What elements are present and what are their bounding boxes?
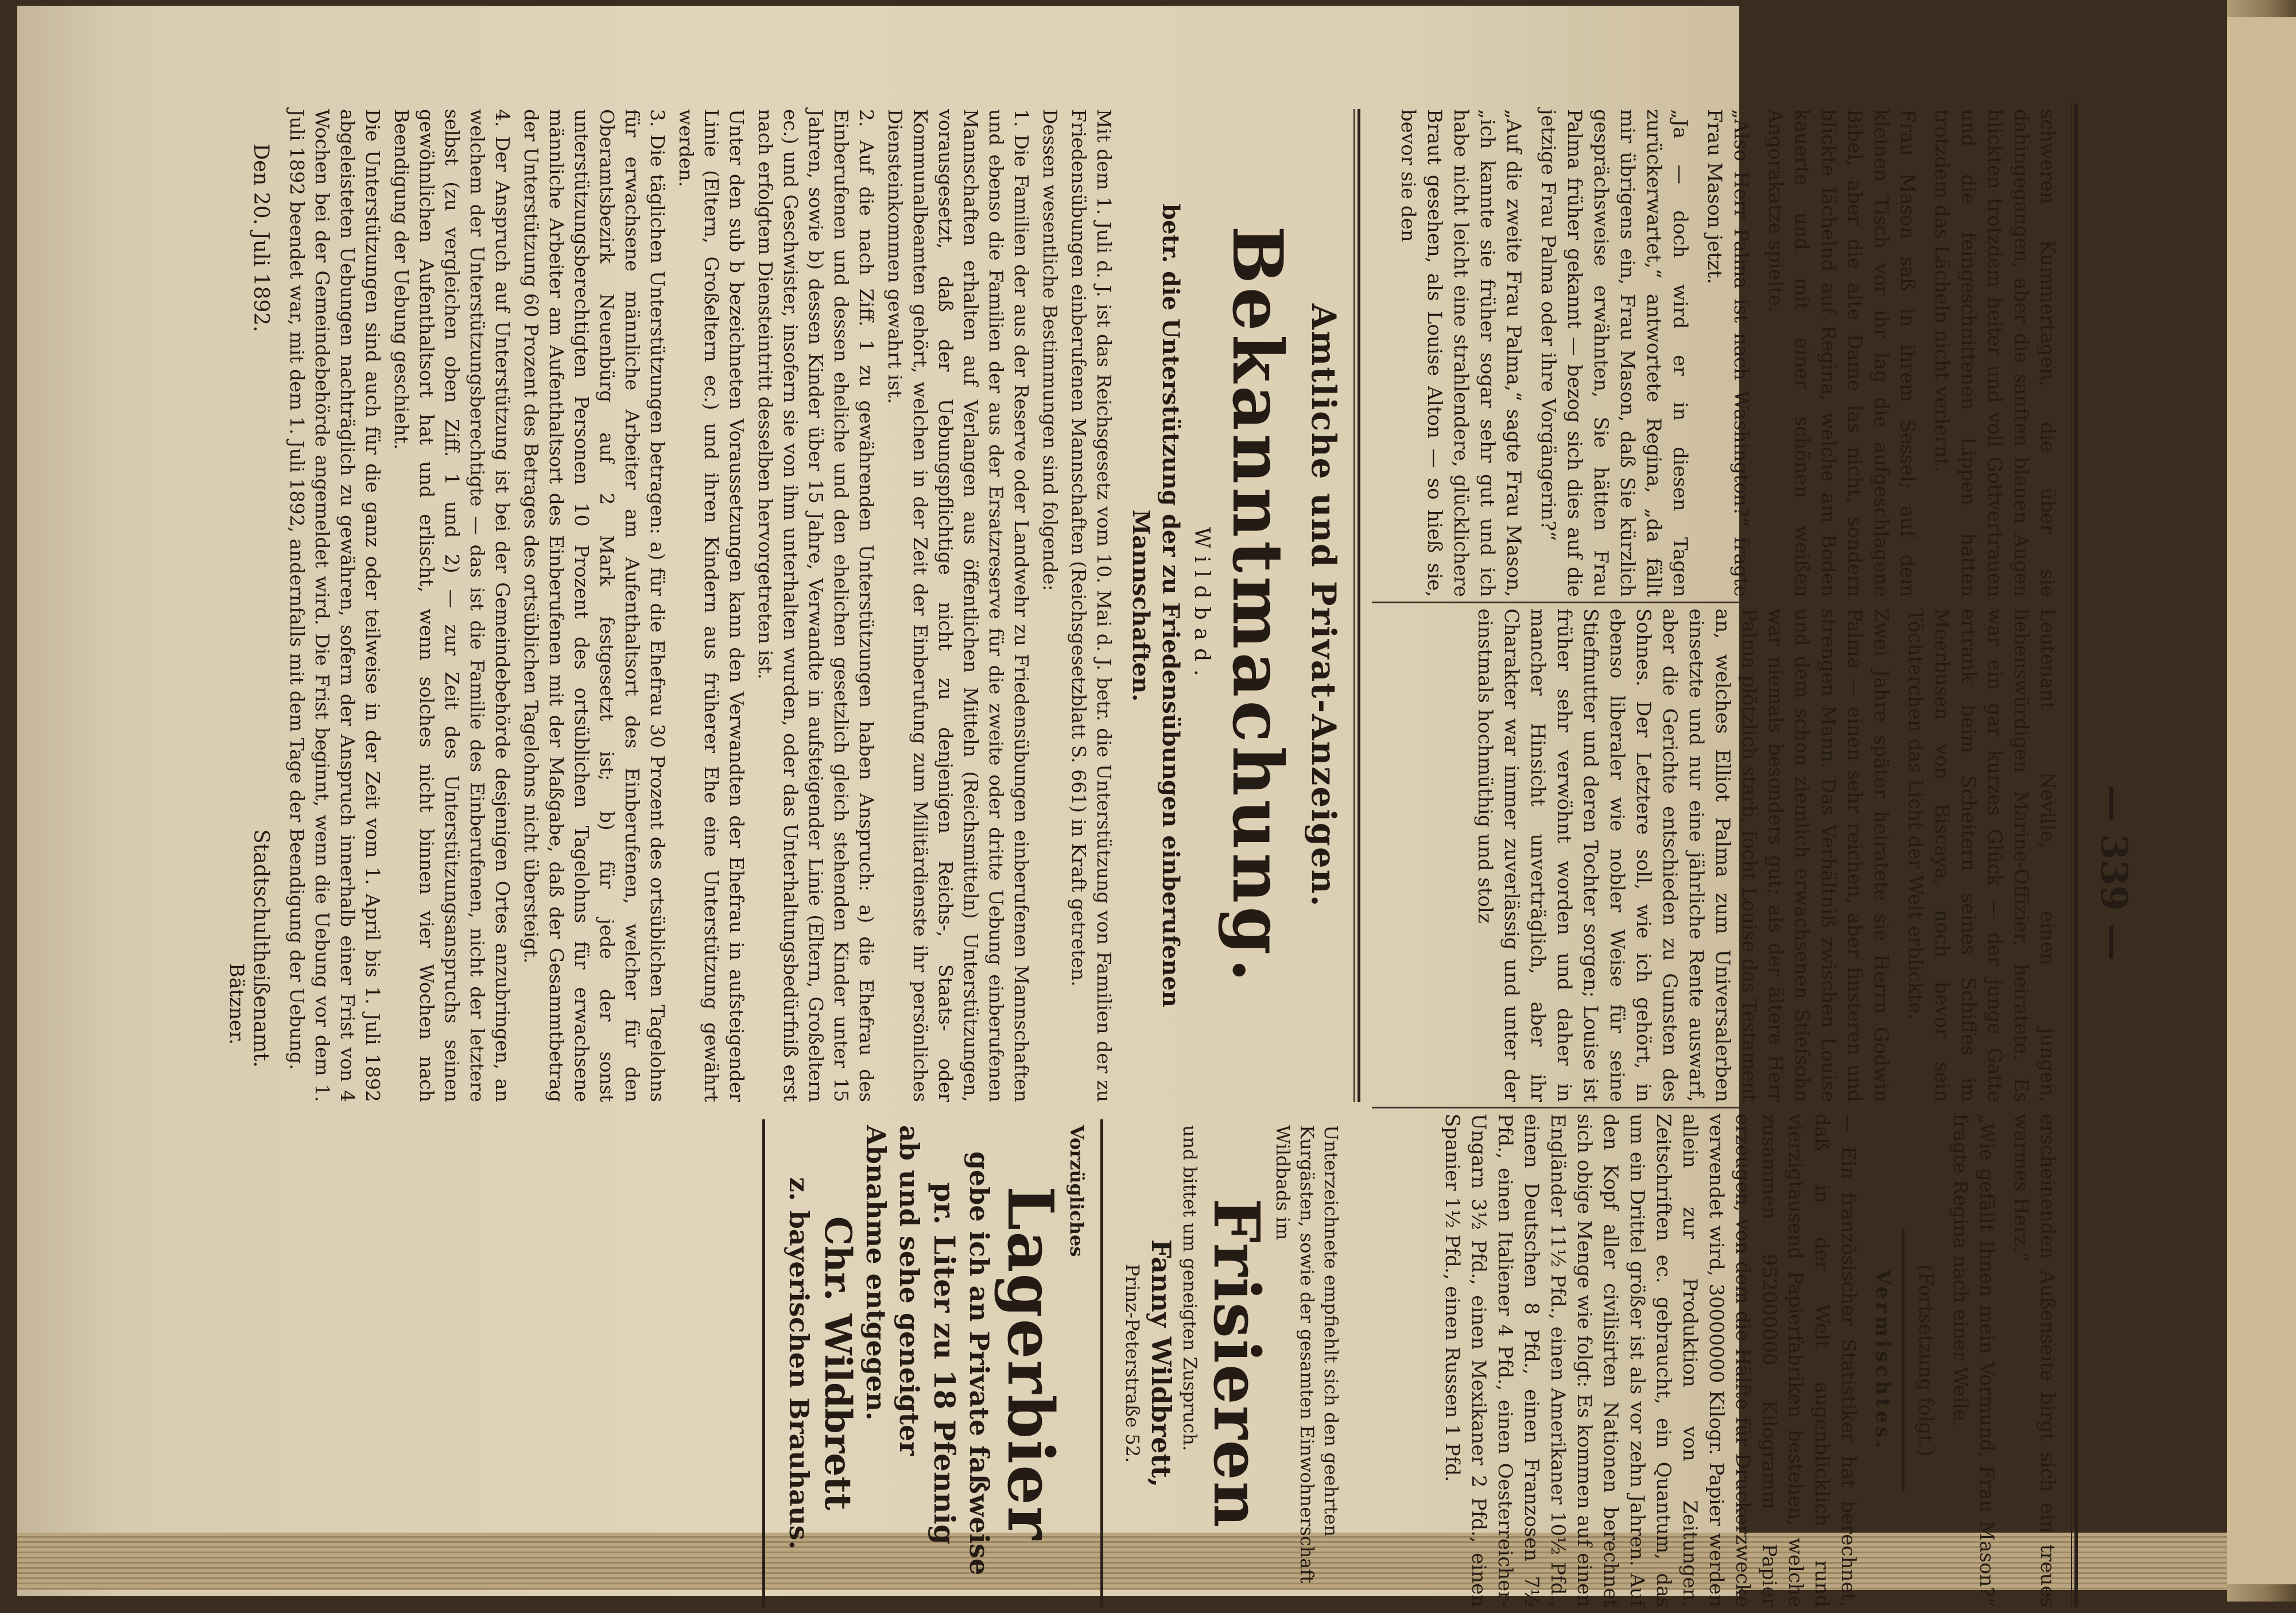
- notice-subtitle: betr. die Unterstützung der zu Friedensübungen einberufenen Mannschaften.: [1127, 204, 1184, 1007]
- ad-intro: Unterzeichnete empfiehlt sich den geehrten Kurgästen, sowie der gesamten Einwohnerschaft Wildbads im: [1272, 1125, 1342, 1584]
- ad-name: Fanny Wildbrett,: [1146, 1239, 1177, 1487]
- ad-line: gebe ich an Private faßweise: [964, 1151, 995, 1576]
- paragraph: „Ja — doch wird er in diesen Tagen zurückerwartet,“ antwortete Regina, „da fällt mir übrigens ein, Frau Mason, daß Sie kürzlich gesprächsweise erwähnten, Sie hätten Frau Palma früher gekannt — bezog sich dies auf die jetzige Frau Palma oder ihre Vorgängerin?“: [1537, 109, 1692, 597]
- notice-paragraph: 2. Auf die nach Ziff. 1 zu gewährenden Unterstützungen haben Anspruch: a) die Ehefrau des Einberufenen und dessen eheliche und den ehelichen gesetzlich gleich stehenden Kinder unter 15 Jahren, sowie b) dessen Kinder über 15 Jahre, Verwandte in aufsteigender Linie (Eltern, Großeltern ec.) und Geschwister, insofern sie von ihm unterhalten wurden, oder das Unterhaltungsbedürfniß erst nach erfolgtem Diensteintritt desselben hervorgetreten ist.: [754, 109, 878, 1102]
- advertisements-column: [762, 1119, 1355, 1607]
- ad-line: ab und sehe geneigter Abnahme entgegen.: [860, 1125, 925, 1456]
- newspaper-page: [46, 98, 2158, 1613]
- paragraph: Zwei Jahre später heiratete sie Herrn Godwin Palma — einen sehr reichen, aber finsteren und strengen Mann. Das Verhältniß zwischen Louise und dem schon ziemlich erwachsenen Stiefsohn war niemals besonders gut; als der ältere Herr Palma plötzlich starb, focht Louise das Testament an, welches Elliot Palma zum Universalerben einsetzte und nur eine jährliche Rente auswarf, aber die Gerichte entschieden zu Gunsten des Sohnes. Der Letztere soll, wie ich gehört, in ebenso liberaler wie nobler Weise für seine Stiefmutter und deren Tochter sorgen; Louise ist früher sehr verwöhnt worden und daher in mancher Hinsicht unverträglich, aber ihr Charakter war immer zuverlässig und unter der einstmals hochmüthig und stolz: [1473, 608, 1892, 1102]
- header-rule-thin: [2071, 103, 2072, 1607]
- notice-paragraph: 3. Die täglichen Unterstützungen betragen: a) für die Ehefrau 30 Prozent des ortsüblichen Tagelohns für erwachsene männliche Arbeiter am Aufenthaltsort des Einberufenen, welcher für den Oberamtsbezirk Neuenbürg auf 2 Mark festgesetzt ist; b) für jede der sonst unterstützungsberechtigten Personen 10 Prozent des ortsüblichen Tagelohns für erwachsene männliche Arbeiter am Aufenthaltsort des Einberufenen mit der Maßgabe, daß der Gesammtbetrag der Unterstützung 60 Prozent des Betrages des ortsüblichen Tagelohns nicht übersteigt.: [520, 109, 669, 1102]
- notice-signature-name: Bätzner.: [225, 963, 248, 1045]
- paragraph: „Also Herr Palma ist nach Washington?“ fragte Frau Mason jetzt.: [1703, 109, 1752, 597]
- notice-date: Den 20. Juli 1892.: [249, 144, 273, 332]
- misc-heading: Vermischtes.: [1871, 1269, 1894, 1452]
- ad-name: Chr. Wildbrett: [816, 1216, 859, 1511]
- paragraph: Leutenant Neville, einen jungen, liebenswürdigen Marine-Offizier, heiratete. Es war ein gar kurzes Glück — der junge Gatte ertrank beim Scheitern seines Schiffes im Meerbusen von Biscaya, noch bevor sein Töchterchen das Licht der Welt erblickte.: [1904, 608, 2059, 1102]
- ad-price: pr. Liter zu 18 Pfennig: [928, 1182, 961, 1545]
- paragraph: Frau Mason saß in ihrem Sessel; auf dem kleinen Tisch vor ihr lag die aufgeschlagene Bibel, aber die alte Dame las nicht, sondern blickte lächelnd auf Regina, welche am Boden kauerte und mit einer schönen weißen Angorakatze spielte.: [1764, 109, 1919, 597]
- paragraph: „Wie gefällt Ihnen mein Vormund, Frau Mason?“ fragte Regina nach einer Weile.: [1949, 1114, 1998, 1607]
- header-rule: [2074, 103, 2078, 1607]
- notice-title: Bekanntmachung.: [1217, 226, 1298, 986]
- ad-headline: Lagerbier: [994, 1185, 1068, 1541]
- notice-paragraph: Mit dem 1. Juli d. J. ist das Reichsgesetz vom 10. Mai d. J. betr. die Unterstützung von Familien der zu Friedensübungen einberufenen Mannschaften (Reichsgesetzblatt S. 661) in Kraft getreten.: [1068, 109, 1115, 1102]
- ad-lagerbier: [762, 1119, 1100, 1607]
- column-divider: [1372, 1107, 2061, 1108]
- paragraph: erscheinenden Außenseite birgt sich ein treues warmes Herz.“: [2010, 1114, 2059, 1607]
- section-rule: [1358, 109, 1360, 1102]
- notice-signature-role: Stadtschultheißenamt.: [249, 829, 273, 1068]
- notice-paragraph: Die Unterstützungen sind auch für die ganz oder teilweise in der Zeit vom 1. April bis 1. Juli 1892 abgeleisteten Uebungen nachträglich zu gewähren, sofern der Anspruch innerhalb einer Frist von 4 Wochen bei der Gemeindebehörde angemeldet wird. Die Frist beginnt, wenn die Uebung vor dem 1. Juli 1892 beendet war, mit dem 1. Juli 1892, andernfalls mit dem Tage der Beendigung der Uebung.: [286, 109, 384, 1102]
- notice-paragraph: Dessen wesentliche Bestimmungen sind folgende:: [1039, 109, 1061, 591]
- misc-paragraph: — Ein französischer Statistiker hat berechnet, daß in der Welt augenblicklich rund vierzigtausend Papierfabriken bestehen, welche zusammen 952000000 Kilogramm Papier erzeugen, von dem die Hälfte für Druckerzwecke verwendet wird, 30000000 Kilogr. Papier werden allein zur Produktion von Zeitungen, Zeitschriften ec. gebraucht, ein Quantum, das um ein Drittel größer ist als vor zehn Jahren. Auf den Kopf aller civilisirten Nationen berechnet sich obige Menge wie folgt: Es kommen auf einen Engländer 11½ Pfd., einen Amerikaner 10½ Pfd., einen Deutschen 8 Pfd., einen Franzosen 7½ Pfd., einen Italiener 4 Pfd., einen Oesterreicher-Ungarn 3½ Pfd., einen Mexikaner 2 Pfd., einen Spanier 1½ Pfd., einen Russen 1 Pfd.: [1441, 1114, 1860, 1607]
- ad-address: Prinz-Peterstraße 52.: [1122, 1263, 1143, 1463]
- notice-paragraph: 1. Die Familien der aus der Reserve oder Landwehr zu Friedensübungen einberufenen Mannschaften und ebenso die Familien der aus der Ersatzreserve für die zweite oder dritte Uebung einberufenen Mannschaften erhalten auf Verlangen aus öffentlichen Mitteln (Reichsmitteln) Unterstützungen, vorausgesetzt, daß der Uebungspflichtige nicht zu denjenigen Reichs-, Staats- oder Kommunalbeamten gehört, welchen in der Zeit der Einberufung zum Militärdienste ihr persönliches Diensteinkommen gewahrt ist.: [884, 109, 1033, 1102]
- story-column-2: [1372, 608, 2061, 1102]
- ad-frisieren: [1100, 1119, 1355, 1607]
- notice-footer: [249, 109, 273, 1102]
- continuation-note: (Fortsetzung folgt.): [1914, 1264, 1937, 1457]
- notice-place: Wildbad.: [1190, 527, 1213, 684]
- section-rule-thin: [1353, 109, 1355, 1102]
- column-divider: [1372, 602, 2061, 603]
- section-title: Amtliche und Privat-Anzeigen.: [1304, 303, 1343, 908]
- ad-business: z. bayerischen Brauhaus.: [784, 1177, 815, 1550]
- bekanntmachung-notice: [225, 109, 1298, 1102]
- ad-closing: und bittet um geneigten Zuspruch.: [1179, 1125, 1201, 1452]
- ad-intro: Vorzügliches: [1066, 1125, 1088, 1257]
- story-column-1: [1372, 109, 2061, 597]
- notice-paragraph: Unter den sub b bezeichneten Voraussetzungen kann den Verwandten der Ehefrau in aufsteigender Linie (Eltern, Großeltern ec.) und ihren Kindern aus früherer Ehe eine Unterstützung gewährt werden.: [675, 109, 748, 1102]
- notice-body: [284, 109, 1116, 1102]
- ad-headline: Frisieren: [1200, 1198, 1274, 1529]
- next-page-edge: [2227, 17, 2296, 1584]
- divider: [1902, 1228, 1905, 1492]
- page-number: — 339 —: [2092, 784, 2135, 961]
- notice-paragraph: 4. Der Anspruch auf Unterstützung ist bei der Gemeindebehörde desjenigen Ortes anzubringen, an welchem der Unterstützungsberechtigte — das ist die Familie des Einberufenen, nicht der letztere selbst (zu vergleichen oben Ziff. 1 und 2) — zur Zeit des Unterstützungsanspruchs seinen gewöhnlichen Aufenthaltsort hat und erlischt, wenn solches nicht binnen vier Wochen nach Beendigung der Uebung geschieht.: [390, 109, 514, 1102]
- paragraph: „Auf die zweite Frau Palma,“ sagte Frau Mason, „ich kannte sie früher sogar sehr gut und ich habe nicht leicht eine strahlendere, glücklichere Braut gesehen, als Louise Alton — so hieß sie, bevor sie den: [1397, 109, 1525, 597]
- story-column-3: [1372, 1114, 2061, 1607]
- paragraph: schweren Kummertagen, die über sie dahingegangen, aber die sanften blauen Augen blickten trotzdem heiter und voll Gottvertrauen und die feingeschnittenen Lippen hatten trotzdem das Lächeln nicht verlernt.: [1930, 109, 2059, 597]
